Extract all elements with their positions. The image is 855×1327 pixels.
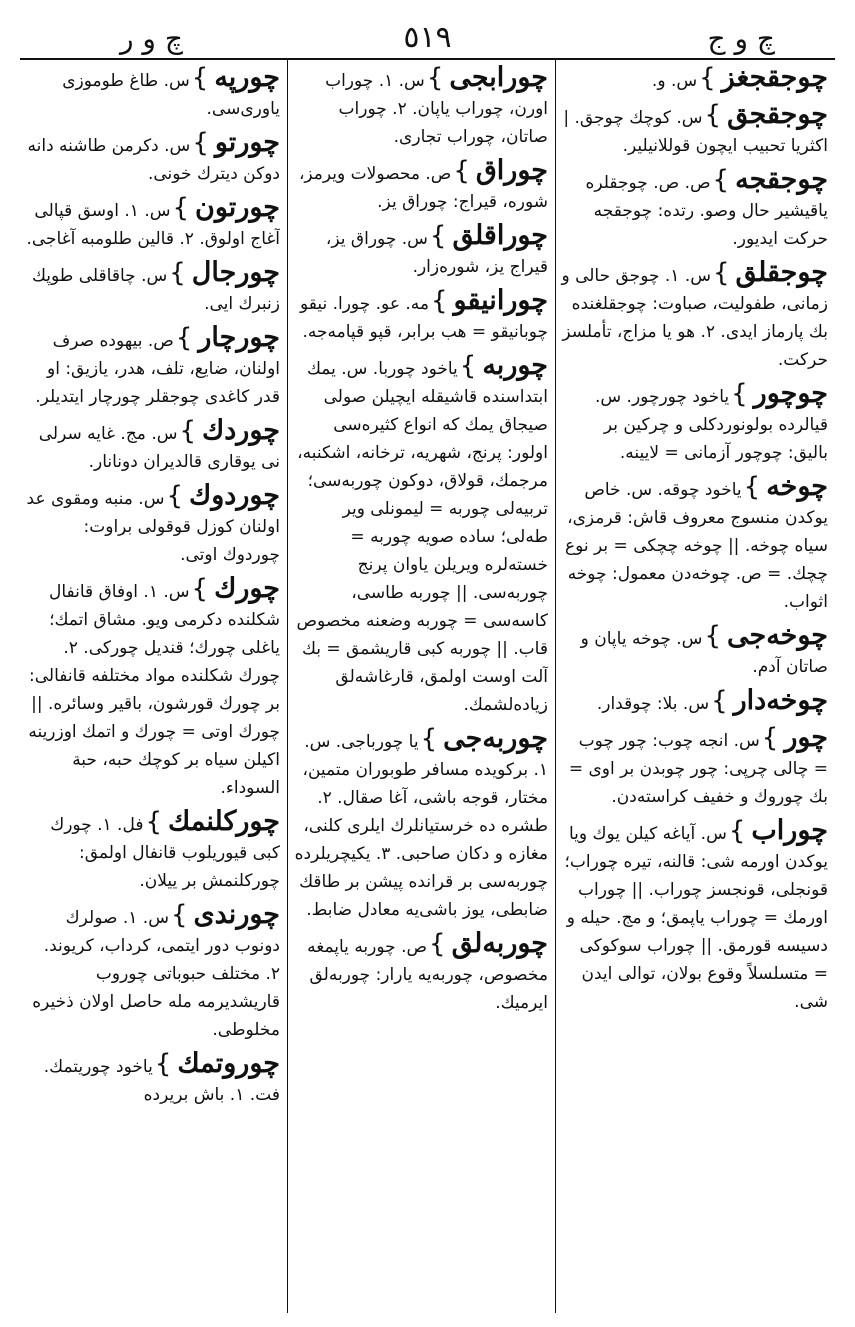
brace-glyph: } xyxy=(429,929,446,959)
entry-headword: چور xyxy=(784,722,828,753)
dictionary-entry xyxy=(560,622,828,681)
entry-headword: چورچار xyxy=(198,322,280,353)
entry-definition: س. بلا: چوقدار. xyxy=(596,694,710,714)
dictionary-entry xyxy=(24,482,280,569)
entry-headword: چوردك xyxy=(202,415,280,446)
dictionary-entry xyxy=(24,194,280,253)
entry-definition: س. طاغ طوموزى ياورى‌سى. xyxy=(62,71,280,119)
entry-definition: ص. محصولات ويرمز، شوره، قيراج: چوراق يز. xyxy=(298,164,548,212)
entry-definition: س. مج. غايه سرلى نى يوقارى قالديران دونانار. xyxy=(38,424,280,472)
brace-glyph: } xyxy=(699,64,716,93)
dictionary-entry xyxy=(560,64,828,95)
entry-definition: ص. چوربه ياپمغه مخصوص، چوربه‌يه يارار: چوربه‌لق ايرميك. xyxy=(307,937,548,1013)
dictionary-entry xyxy=(292,725,548,924)
dictionary-entry xyxy=(24,575,280,802)
entry-definition: س. منبه ومقوى عد اولنان كوزل قوقولى براوت: چوردوك اوتى. xyxy=(26,489,280,565)
brace-glyph: } xyxy=(191,574,209,604)
column-divider xyxy=(287,58,288,1313)
dictionary-entry xyxy=(24,64,280,123)
brace-glyph: } xyxy=(711,686,728,716)
dictionary-entry xyxy=(560,166,828,253)
entry-definition: ياخود چوريتمك. فت. ١. باش بريرده xyxy=(43,1057,280,1105)
entry-headword: چوخه xyxy=(766,471,828,502)
dictionary-entry xyxy=(560,380,828,467)
column-left xyxy=(24,64,280,1309)
entry-definition: س. چوخه ياپان و صاتان آدم. xyxy=(580,629,828,677)
brace-glyph: } xyxy=(172,193,190,223)
dictionary-entry xyxy=(24,901,280,1044)
brace-glyph: } xyxy=(145,807,163,837)
dictionary-entry xyxy=(560,687,828,718)
brace-glyph: } xyxy=(712,165,730,195)
entry-headword: چوربه‌جى xyxy=(443,723,548,754)
entry-headword: چوجقجغز xyxy=(721,64,828,93)
page-number: ٥١٩ xyxy=(403,20,452,55)
entry-definition: س. ١. صولرك دونوب دور ايتمى، كرداب، كريوند. ٢. مختلف حبوباتى چوروب قاريشديرمه‌ مله حاصل اولان ذخيره مخلوطى. xyxy=(32,908,280,1040)
entry-definition: س. ١. چوجق حالى و زمانى، طفوليت، صباوت: چوجقلغنده بك پارماز ايدى. ٢. هو يا مزاج، تأملسز حركت. xyxy=(561,266,828,370)
entry-headword: چوربه‌لق xyxy=(451,928,548,959)
entry-headword: چورتون xyxy=(195,192,280,223)
dictionary-entry xyxy=(560,817,828,1016)
entry-definition: س. چاقاقلى طوپك زنبرك ايى. xyxy=(31,266,280,314)
entry-definition: ياخود چورچور. س. قيالرده بولونوردكلى و چركين بر باليق: چوچور آزمانى = لايينه. xyxy=(594,387,828,463)
page-header xyxy=(20,18,835,58)
brace-glyph: } xyxy=(731,379,748,409)
brace-glyph: } xyxy=(429,221,447,251)
brace-glyph: } xyxy=(154,1049,172,1079)
entry-definition: س. ١. اوسق قپالى آغاج اولوق. ٢. قالين طلومبه آغاجى. xyxy=(26,201,280,249)
entry-definition: س. چوراق يز، قيراج يز، شوره‌زار. xyxy=(325,229,548,277)
entry-definition: ص. بيهوده صرف اولنان، ضايع، تلف، هدر، يازيق: او قدر كاغدى چوجقلر چورچار ايتديلر. xyxy=(35,331,280,407)
dictionary-entry xyxy=(24,129,280,188)
brace-glyph: } xyxy=(761,723,779,753)
brace-glyph: } xyxy=(166,481,183,511)
column-divider xyxy=(555,58,556,1313)
dictionary-entry xyxy=(560,101,828,160)
dictionary-entry xyxy=(24,417,280,476)
brace-glyph: } xyxy=(704,621,721,651)
entry-headword: چورابجى xyxy=(449,64,548,93)
dictionary-entry xyxy=(24,259,280,318)
dictionary-entry xyxy=(292,287,548,346)
brace-glyph: } xyxy=(743,472,761,502)
entry-headword: چورپه xyxy=(214,64,280,93)
entry-definition: فل. ١. چورك كبى قيوريلوب قانفال اولمق: چوركلنمش بر ييلان. xyxy=(50,815,280,891)
dictionary-entry xyxy=(24,324,280,411)
dictionary-entry xyxy=(292,930,548,1017)
brace-glyph: } xyxy=(453,156,470,186)
dictionary-entry xyxy=(292,64,548,151)
dictionary-entry xyxy=(292,352,548,719)
entry-headword: چوروتمك xyxy=(177,1048,280,1079)
entry-definition: س. انجه چوب: چور چوب = چالى چرپى: چور چوبدن بر اوى = بك چوروك و خفيف كراسته‌دن. xyxy=(568,731,828,807)
entry-definition: يا چورباجى. س. ١. بركويده مسافر طوبوران متمين، مختار، قوجه باشى، آغا صقال. ٢. طشره ده خرستيانلرك ايلرى كلنى، مغازه و دكان صاحبى. ٣. يكيچريلرده چوربه‌سى بر قرانده پيشن بر طاقك ضابطى، يوز باشى‌يه معادل ضابط. xyxy=(294,732,548,920)
brace-glyph: } xyxy=(192,128,209,158)
dictionary-entry xyxy=(292,222,548,281)
entry-headword: چورندى xyxy=(193,899,280,930)
entry-headword: چوجقلق xyxy=(735,257,828,288)
brace-glyph: } xyxy=(175,323,193,353)
brace-glyph: } xyxy=(728,816,746,846)
column-right xyxy=(560,64,828,1309)
entry-headword: چوراقلق xyxy=(452,220,548,251)
entry-definition: ياخود چوقه. س. خاص يوكدن منسوج معروف قاش: قرمزى، سياه چوخه. || چوخه چچكى = بر نوع چچك. = ص. چوخه‌دن معمول: چوخه اثواب. xyxy=(564,480,828,612)
dictionary-entry xyxy=(560,259,828,374)
entry-headword: چوراب xyxy=(751,815,828,846)
entry-headword: چوچور xyxy=(753,378,828,409)
brace-glyph: } xyxy=(420,724,438,754)
entry-headword: چوراق xyxy=(475,155,548,186)
dictionary-entry xyxy=(24,808,280,895)
dictionary-entry xyxy=(560,473,828,616)
brace-glyph: } xyxy=(170,900,188,930)
entry-headword: چوربه xyxy=(482,350,548,381)
brace-glyph: } xyxy=(431,286,448,316)
entry-headword: چوخه‌دار xyxy=(733,685,828,716)
header-rule xyxy=(20,58,835,60)
entry-headword: چوجقجق xyxy=(727,99,828,130)
entry-headword: چورك xyxy=(214,573,280,604)
brace-glyph: } xyxy=(426,64,444,93)
entry-definition: ياخود چوربا. س. يمك ابتداسنده قاشيقله ايچيلن صولى صيجاق يمك كه انواع كثيره‌سى اولور: پرنج، شهريه، ترخانه، اشكنبه، مرجمك، قولاق، دوكون چوربه‌سى؛ تربيه‌لى چوربه = ليمونلى وير طه‌لى؛ ساده صويه چوربه = خسته‌لره ويريلن ياوان پرنج چوربه‌سى. || چوربه طاسى، كاسه‌سى = چوربه وضعنه مخصوص قاب. || چوربه كبى قاريشمق = بك آلت اوست اولمق، قارغاشه‌لق زياده‌لشمك. xyxy=(296,359,548,715)
entry-definition: س. دكرمن طاشنه دانه دوكن ديترك خونى. xyxy=(27,136,280,184)
entry-definition: مه. عو. چورا. نيقو چوبانيقو = هب برابر، قپو قپامه‌جه. xyxy=(299,294,548,342)
brace-glyph: } xyxy=(713,258,730,288)
entry-definition: س. كوچك چوجق. | اكثريا تحبيب ايچون قوللانيلير. xyxy=(563,108,828,156)
brace-glyph: } xyxy=(169,258,186,288)
entry-headword: چورتو xyxy=(214,127,280,158)
header-right-letters: چ و ج xyxy=(707,22,775,55)
entry-definition: ص. ص. چوجقلره ياقيشير حال وصو. رتده: چوجقجه حركت ايديور. xyxy=(585,173,828,249)
entry-headword: چوجقجه xyxy=(735,164,828,195)
entry-headword: چورانيقو xyxy=(453,285,548,316)
brace-glyph: } xyxy=(191,64,209,93)
dictionary-entry xyxy=(560,724,828,811)
brace-glyph: } xyxy=(704,100,722,130)
entry-definition: س. آياغه كيلن يوك ويا يوكدن اورمه شى: قالنه، تيره چوراب؛ قونجلى، قونجسز چوراب. || چوراب اورمك = چوراب ياپمق؛ و مج. حيله و دسيسه قورمق. || چوراب سوكوكى = متسلسلاً وقوع بولان، توالى ايدن شى. xyxy=(564,824,828,1012)
entry-definition: س. و. xyxy=(651,71,698,91)
entry-headword: چورجال xyxy=(191,257,280,288)
dictionary-entry xyxy=(292,157,548,216)
entry-definition: س. ١. چوراب اورن، چوراب ياپان. ٢. چوراب صاتان، چوراب تجارى. xyxy=(325,71,548,147)
header-left-letters: چ و ر xyxy=(120,22,183,55)
brace-glyph: } xyxy=(459,351,477,381)
entry-headword: چوخه‌جى xyxy=(727,620,828,651)
entry-headword: چوردوك xyxy=(189,480,280,511)
entry-definition: س. ١. اوفاق قانفال شكلنده دكرمى ويو. مشاق اتمك؛ ياغلى چورك؛ قنديل چوركى. ٢. چورك شكلنده مواد مختلفه قانفالى: بر چورك قورشون، باقير وسائره. || چورك اوتى = چورك و اتمك اوزرينه اكيلن سياه بر كوچك حبه، حبة السوداء. xyxy=(28,582,280,798)
brace-glyph: } xyxy=(179,416,197,446)
column-middle xyxy=(292,64,548,1309)
entry-headword: چوركلنمك xyxy=(168,806,280,837)
dictionary-entry xyxy=(24,1050,280,1109)
